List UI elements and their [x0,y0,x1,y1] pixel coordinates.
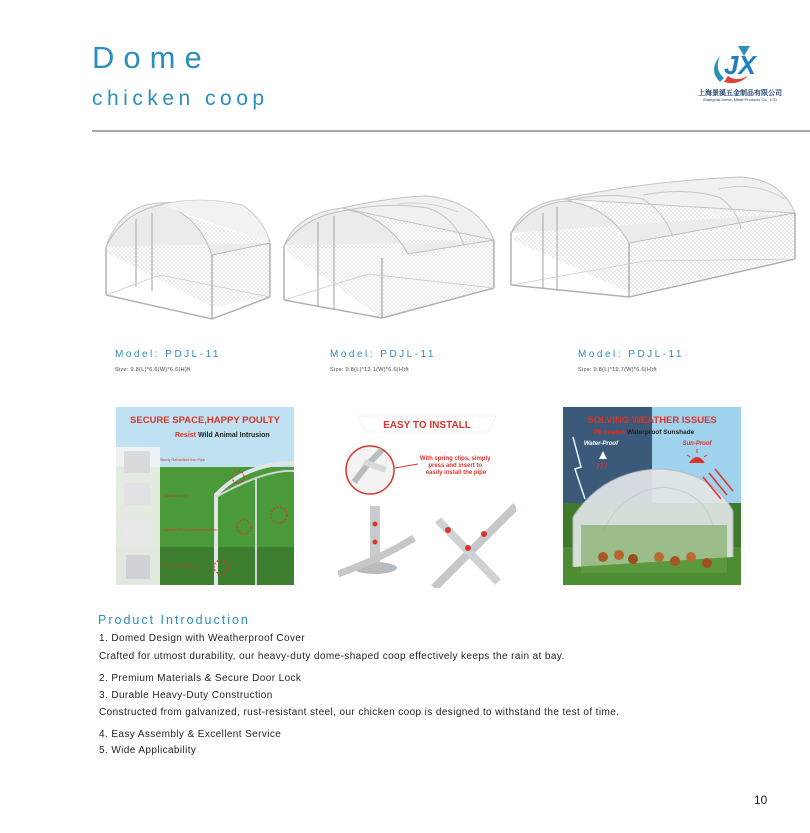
callout-door: Lockable Door [164,494,188,498]
product-size-2: Size: 9.8(L)*13.1(W)*6.6(H)ft [330,367,409,373]
page-subtitle: chicken coop [92,87,269,110]
feature-secure-subtitle-strong: Resist [174,432,196,439]
logo-english-name: Shanghai Jinxun Metal Products Co., LTD [702,97,778,102]
feature-weather-image [563,407,741,585]
coop-large-image [505,173,802,303]
callout-pipe: Sturdy Galvanized Iron Pipe [160,458,205,462]
coop-small-image [100,195,275,325]
product-size-1: Size: 9.8(L)*6.6(W)*6.6(H)ft [115,367,191,373]
coop-medium-image [278,188,500,328]
header-divider [92,130,810,132]
logo-mark-icon [690,42,790,88]
intro-line-3: 2. Premium Materials & Secure Door Lock [99,673,302,684]
company-logo [690,42,790,122]
feature-weather-title: SOLVING WEATHER ISSUES [587,415,717,426]
feature-weather-subtitle-strong: PE-coated [593,429,625,436]
feature-weather-subtitle: Waterproof Sunshade [627,429,695,436]
feature-install-image [338,410,516,588]
product-size-3: Size: 9.8(L)*19.7(W)*6.6(H)ft [578,367,657,373]
callout-mesh: Durable PVC-Coated Metal Mesh [164,528,218,532]
page-number: 10 [754,793,768,807]
product-model-1: Model: PDJL-11 [115,349,221,360]
callout-base: Thicker Metal Base [164,564,195,568]
intro-line-4: 3. Durable Heavy-Duty Construction [99,690,273,701]
intro-line-2: Crafted for utmost durability, our heavy-duty dome-shaped coop effectively keeps the rain at bay. [99,651,565,662]
feature-install-caption: With spring clips, simply press and insert to easily install the pipe [419,456,491,476]
logo-chinese-name: 上海景溪五金制品有限公司 [698,90,782,97]
intro-line-1: 1. Domed Design with Weatherproof Cover [99,633,306,644]
badge-sun-proof: Sun-Proof [682,441,712,447]
intro-line-6: 4. Easy Assembly & Excellent Service [99,729,282,740]
intro-line-5: Constructed from galvanized, rust-resistant steel, our chicken coop is designed to withstand the test of time. [99,707,620,718]
feature-install-title: EASY TO INSTALL [383,420,471,431]
page-title: Dome [92,40,211,75]
logo-text: JX [724,50,756,80]
intro-line-7: 5. Wide Applicability [99,745,197,756]
feature-secure-subtitle: Wild Animal Intrusion [198,432,270,439]
feature-secure-image [116,407,294,585]
feature-secure-title: SECURE SPACE,HAPPY POULTY [130,415,280,426]
product-model-3: Model: PDJL-11 [578,349,684,360]
product-model-2: Model: PDJL-11 [330,349,436,360]
intro-heading: Product Introduction [98,613,250,627]
badge-water-proof: Water-Proof [583,441,619,447]
